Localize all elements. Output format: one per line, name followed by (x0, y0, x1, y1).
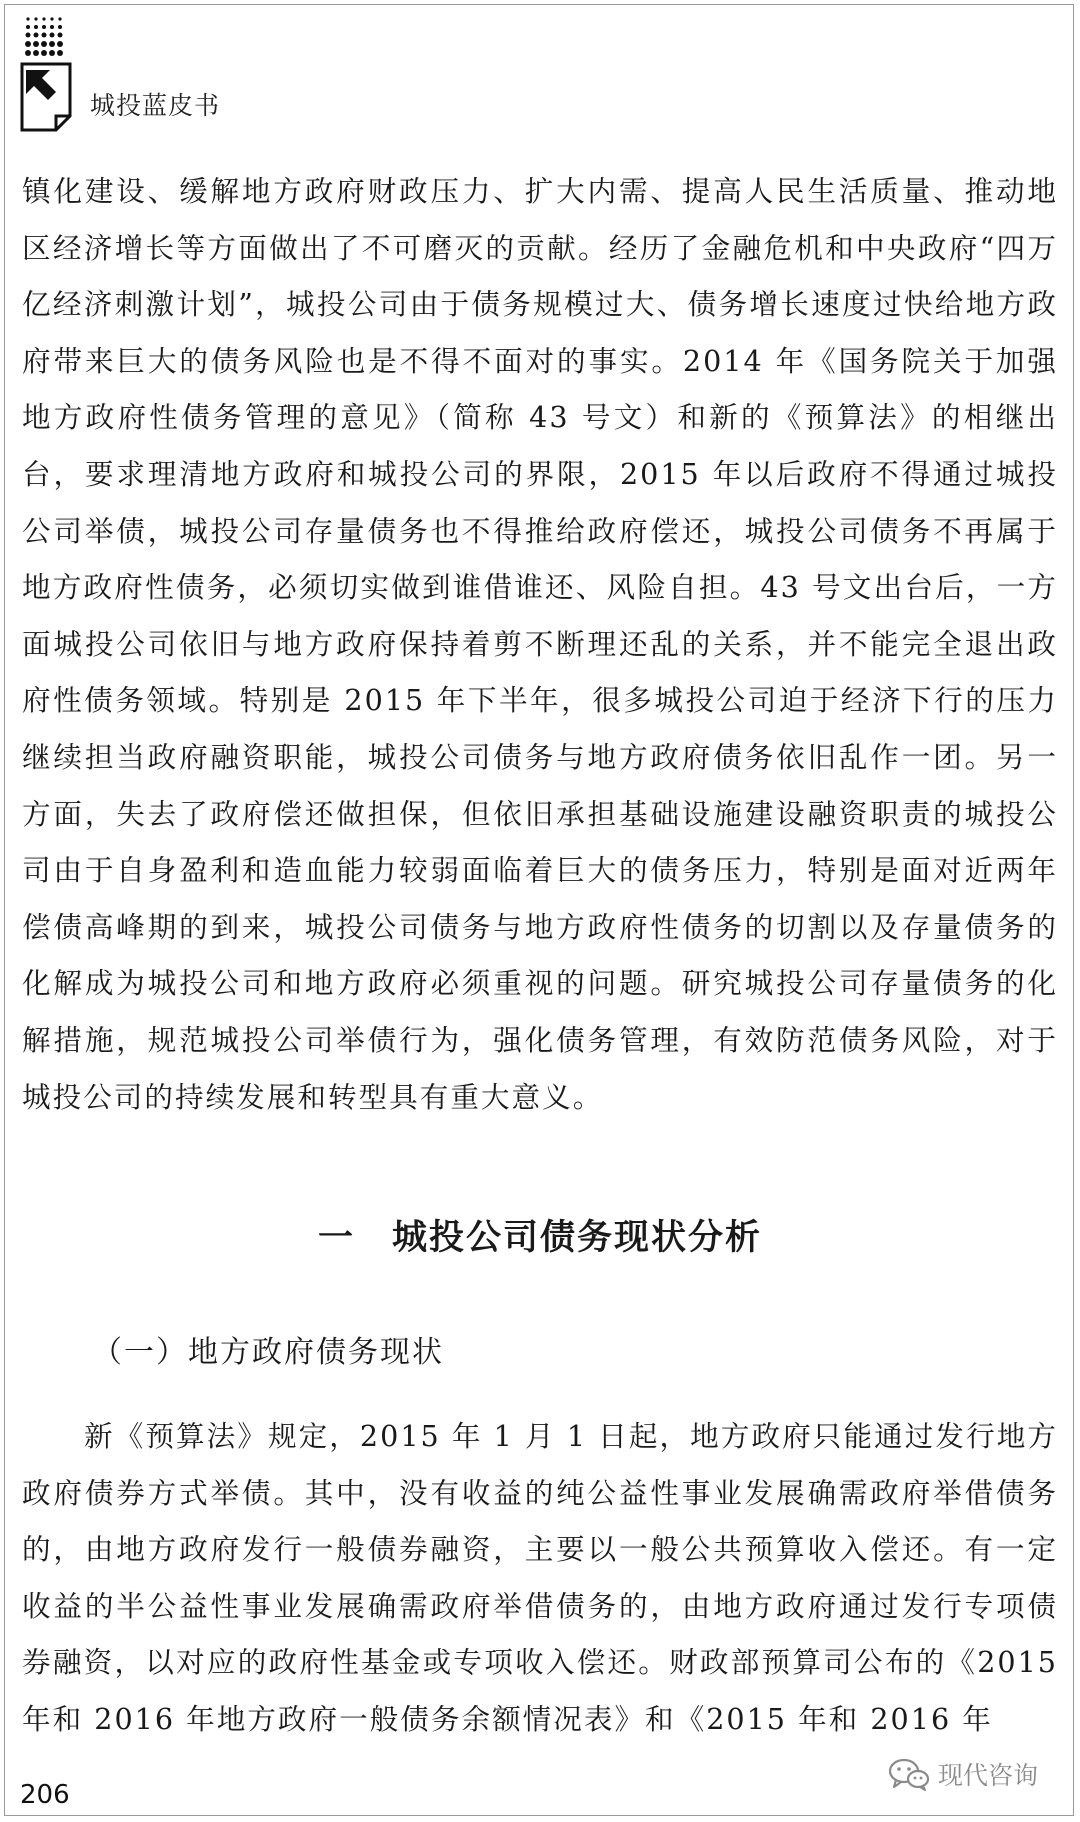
paragraph: 新《预算法》规定，2015 年 1 月 1 日起，地方政府只能通过发行地方政府债券方式举债。其中，没有收益的纯公益性事业发展确需政府举借债务的，由地方政府发行一般债券融资，主要以一般公共预算收入偿还。有一定收益的半公益性事业发展确需政府举借债务的，由地方政府通过发行专项债券融资，以对应的政府性基金或专项收入偿还。财政部预算司公布的《2015 年和 2016 年地方政府一般债务余额情况表》和《2015 年和 2016 年 (22, 1419, 1058, 1736)
book-title: 城投蓝皮书 (90, 91, 221, 120)
wechat-icon (888, 1757, 930, 1791)
document-corner-icon (20, 62, 72, 132)
page-number: 206 (20, 1780, 70, 1810)
paragraph: 镇化建设、缓解地方政府财政压力、扩大内需、提高人民生活质量、推动地区经济增长等方面做出了不可磨灭的贡献。经历了金融危机和中央政府“四万亿经济刺激计划”，城投公司由于债务规模过大、债务增长速度过快给地方政府带来巨大的债务风险也是不得不面对的事实。2014 年《国务院关于加强地方政府性债务管理的意见》（简称 43 号文）和新的《预算法》的相继出台，要求理清地方政府和城投公司的界限，2015 年以后政府不得通过城投公司举债，城投公司存量债务也不得推给政府偿还，城投公司债务不再属于地方政府性债务，必须切实做到谁借谁还、风险自担。43 号文出台后，一方面城投公司依旧与地方政府保持着剪不断理还乱的关系，并不能完全退出政府性债务领域。特别是 2015 年下半年，很多城投公司迫于经济下行的压力继续担当政府融资职能，城投公司债务与地方政府债务依旧乱作一团。另一方面，失去了政府偿还做担保，但依旧承担基础设施建设融资职责的城投公司由于自身盈利和造血能力较弱面临着巨大的债务压力，特别是面对近两年偿债高峰期的到来，城投公司债务与地方政府性债务的切割以及存量债务的化解成为城投公司和地方政府必须重视的问题。研究城投公司存量债务的化解措施，规范城投公司举债行为，强化债务管理，有效防范债务风险，对于城投公司的持续发展和转型具有重大意义。 (22, 174, 1058, 1114)
watermark (888, 1756, 1038, 1792)
section-heading: 一 城投公司债务现状分析 (317, 1218, 762, 1258)
dot-grid-icon (24, 16, 68, 56)
body-text-top (22, 163, 1058, 1125)
sub-heading: （一）地方政府债务现状 (92, 1335, 444, 1370)
page-header (20, 16, 420, 136)
body-text-bottom (22, 1408, 1058, 1748)
watermark-text: 现代咨询 (938, 1761, 1039, 1790)
